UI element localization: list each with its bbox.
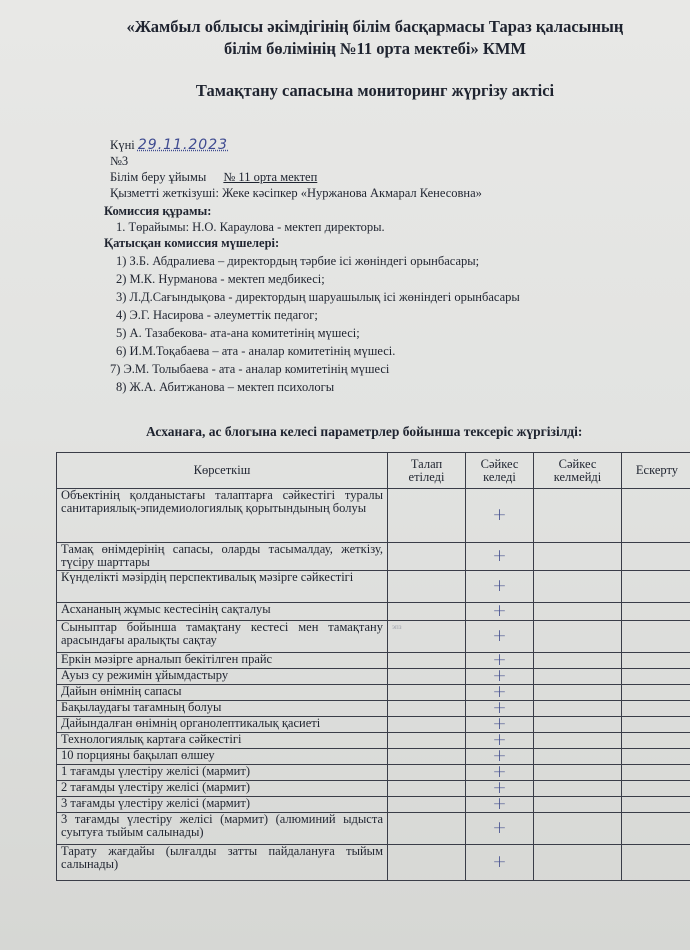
- member-6: 6) И.М.Тоқабаева – ата - аналар комитетінің мүшесі.: [116, 344, 396, 358]
- row-indicator: Объектінің қолданыстағы талаптарға сәйкестігі туралы санитариялық-эпидемиологиялық қорытындының болуы: [57, 489, 388, 543]
- noncompliant-cell: [534, 781, 622, 797]
- handwritten-plus-mark: +: [466, 543, 534, 571]
- chairman-line: 1. Төрайымы: Н.О. Караулова - мектеп директоры.: [116, 220, 385, 234]
- department-label: Білім беру ұйымы: [110, 170, 207, 184]
- member-3: 3) Л.Д.Сағындықова - директордың шаруашылық ісі жөніндегі орынбасары: [116, 290, 520, 304]
- handwritten-plus-mark: +: [466, 797, 534, 813]
- note-cell: [622, 749, 690, 765]
- handwritten-plus-mark: +: [466, 845, 534, 881]
- col-header-note: Ескерту: [622, 453, 690, 489]
- member-4: 4) Э.Г. Насирова - әлеуметтік педагог;: [116, 308, 318, 322]
- requirement-cell: [388, 781, 466, 797]
- note-cell: [622, 669, 690, 685]
- table-row: [57, 797, 690, 813]
- requirement-cell: [388, 685, 466, 701]
- handwritten-plus-mark: +: [466, 781, 534, 797]
- handwritten-plus-mark: +: [466, 685, 534, 701]
- table-row: [57, 845, 690, 881]
- member-5: 5) А. Тазабекова- ата-ана комитетінің мүшесі;: [116, 326, 360, 340]
- table-row: [57, 621, 690, 653]
- noncompliant-cell: [534, 749, 622, 765]
- row-indicator: Сыныптар бойынша тамақтану кестесі мен тамақтану арасындағы аралықты сақтау: [57, 621, 388, 653]
- table-header-row: [57, 453, 690, 489]
- handwritten-plus-mark: +: [466, 813, 534, 845]
- noncompliant-cell: [534, 733, 622, 749]
- table-row: [57, 653, 690, 669]
- requirement-cell: [388, 489, 466, 543]
- requirement-cell: [388, 797, 466, 813]
- note-cell: [622, 621, 690, 653]
- noncompliant-cell: [534, 765, 622, 781]
- handwritten-plus-mark: +: [466, 653, 534, 669]
- note-cell: [622, 543, 690, 571]
- inspection-heading: Асханаға, ас блогына келесі параметрлер бойынша тексеріс жүргізілді:: [146, 424, 583, 439]
- row-indicator: 1 тағамды үлестіру желісі (мармит): [57, 765, 388, 781]
- noncompliant-cell: [534, 717, 622, 733]
- noncompliant-cell: [534, 669, 622, 685]
- table-row: [57, 749, 690, 765]
- row-indicator: Еркін мәзірге арналып бекітілген прайс: [57, 653, 388, 669]
- note-cell: [622, 489, 690, 543]
- note-cell: [622, 845, 690, 881]
- noncompliant-cell: [534, 543, 622, 571]
- noncompliant-cell: [534, 685, 622, 701]
- handwritten-plus-mark: +: [466, 669, 534, 685]
- row-indicator: 10 порцияны бақылап өлшеу: [57, 749, 388, 765]
- col-header-indicator: Көрсеткіш: [57, 453, 388, 489]
- row-indicator: Күнделікті мәзірдің перспективалық мәзірге сәйкестігі: [57, 571, 388, 603]
- requirement-cell: [388, 765, 466, 781]
- row-indicator: 3 тағамды үлестіру желісі (мармит) (алюминий ыдыста суытуға тыйым салынады): [57, 813, 388, 845]
- requirement-cell: [388, 603, 466, 621]
- commission-heading: Комиссия құрамы:: [104, 204, 212, 218]
- table-row: [57, 733, 690, 749]
- table-row: [57, 669, 690, 685]
- handwritten-date: 29.11.2023: [137, 137, 229, 153]
- number-line: №3: [110, 154, 129, 168]
- note-cell: [622, 717, 690, 733]
- member-8: 8) Ж.А. Абитжанова – мектеп психологы: [116, 380, 335, 394]
- noncompliant-cell: [534, 621, 622, 653]
- requirement-cell: [388, 571, 466, 603]
- col-header-noncompliant: Сәйкес келмейді: [534, 453, 622, 489]
- member-7: 7) Э.М. Толыбаева - ата - аналар комитетінің мүшесі: [110, 362, 390, 376]
- noncompliant-cell: [534, 571, 622, 603]
- handwritten-plus-mark: +: [466, 701, 534, 717]
- row-indicator: Асхананың жұмыс кестесінің сақталуы: [57, 603, 388, 621]
- table-row: [57, 543, 690, 571]
- row-indicator: Дайындалған өнімнің органолептикалық қасиеті: [57, 717, 388, 733]
- member-2: 2) М.К. Нурманова - мектеп медбикесі;: [116, 272, 325, 286]
- requirement-cell: [388, 653, 466, 669]
- table-row: [57, 489, 690, 543]
- noncompliant-cell: [534, 603, 622, 621]
- col-header-compliant: Сәйкес келеді: [466, 453, 534, 489]
- member-1: 1) З.Б. Абдралиева – директордың тәрбие ісі жөніндегі орынбасары;: [116, 254, 480, 268]
- requirement-cell: [388, 813, 466, 845]
- note-cell: [622, 653, 690, 669]
- handwritten-plus-mark: +: [466, 603, 534, 621]
- requirement-cell: [388, 733, 466, 749]
- requirement-cell: [388, 717, 466, 733]
- note-cell: [622, 603, 690, 621]
- date-row: [110, 138, 228, 153]
- date-label: Күні: [110, 138, 135, 152]
- supplier-line: Қызметті жеткізуші: Жеке кәсіпкер «Нуржанова Акмарал Кенесовна»: [110, 186, 482, 200]
- row-indicator: 2 тағамды үлестіру желісі (мармит): [57, 781, 388, 797]
- table-row: [57, 717, 690, 733]
- note-cell: [622, 571, 690, 603]
- table-row: [57, 765, 690, 781]
- noncompliant-cell: [534, 653, 622, 669]
- handwritten-plus-mark: +: [466, 717, 534, 733]
- header-line-1: «Жамбыл облысы әкімдігінің білім басқармасы Тараз қаласының: [126, 17, 624, 36]
- table-row: [57, 701, 690, 717]
- requirement-cell: [388, 543, 466, 571]
- note-cell: [622, 781, 690, 797]
- note-cell: [622, 733, 690, 749]
- note-cell: [622, 813, 690, 845]
- noncompliant-cell: [534, 813, 622, 845]
- header-line-2: білім бөлімінің №11 орта мектебі» КММ: [224, 39, 526, 58]
- noncompliant-cell: [534, 845, 622, 881]
- row-indicator: 3 тағамды үлестіру желісі (мармит): [57, 797, 388, 813]
- handwritten-plus-mark: +: [466, 571, 534, 603]
- handwritten-plus-mark: +: [466, 765, 534, 781]
- row-indicator: Тамақ өнімдерінің сапасы, оларды тасымалдау, жеткізу, түсіру шарттары: [57, 543, 388, 571]
- note-cell: [622, 797, 690, 813]
- table-row: [57, 603, 690, 621]
- note-cell: [622, 685, 690, 701]
- row-indicator: Тарату жағдайы (ылғалды затты пайдалануға тыйым салынады): [57, 845, 388, 881]
- row-indicator: Бақылаудағы тағамның болуы: [57, 701, 388, 717]
- department-value: № 11 орта мектеп: [223, 170, 318, 184]
- noncompliant-cell: [534, 701, 622, 717]
- table-row: [57, 571, 690, 603]
- table-row: [57, 813, 690, 845]
- members-heading: Қатысқан комиссия мүшелері:: [104, 236, 280, 250]
- requirement-cell: эпз: [388, 621, 466, 653]
- note-cell: [622, 701, 690, 717]
- noncompliant-cell: [534, 489, 622, 543]
- inspection-table: [56, 452, 690, 881]
- act-title: Тамақтану сапасына мониторинг жүргізу актісі: [195, 81, 555, 100]
- requirement-cell: [388, 845, 466, 881]
- row-indicator: Дайын өнімнің сапасы: [57, 685, 388, 701]
- table-row: [57, 685, 690, 701]
- handwritten-plus-mark: +: [466, 621, 534, 653]
- handwritten-plus-mark: +: [466, 733, 534, 749]
- col-header-requirement: Талап етіледі: [388, 453, 466, 489]
- handwritten-plus-mark: +: [466, 489, 534, 543]
- requirement-cell: [388, 749, 466, 765]
- row-indicator: Технологиялық картаға сәйкестігі: [57, 733, 388, 749]
- noncompliant-cell: [534, 797, 622, 813]
- table-row: [57, 781, 690, 797]
- requirement-cell: [388, 701, 466, 717]
- department-row: [110, 170, 317, 185]
- handwritten-plus-mark: +: [466, 749, 534, 765]
- note-cell: [622, 765, 690, 781]
- requirement-cell: [388, 669, 466, 685]
- row-indicator: Ауыз су режимін ұйымдастыру: [57, 669, 388, 685]
